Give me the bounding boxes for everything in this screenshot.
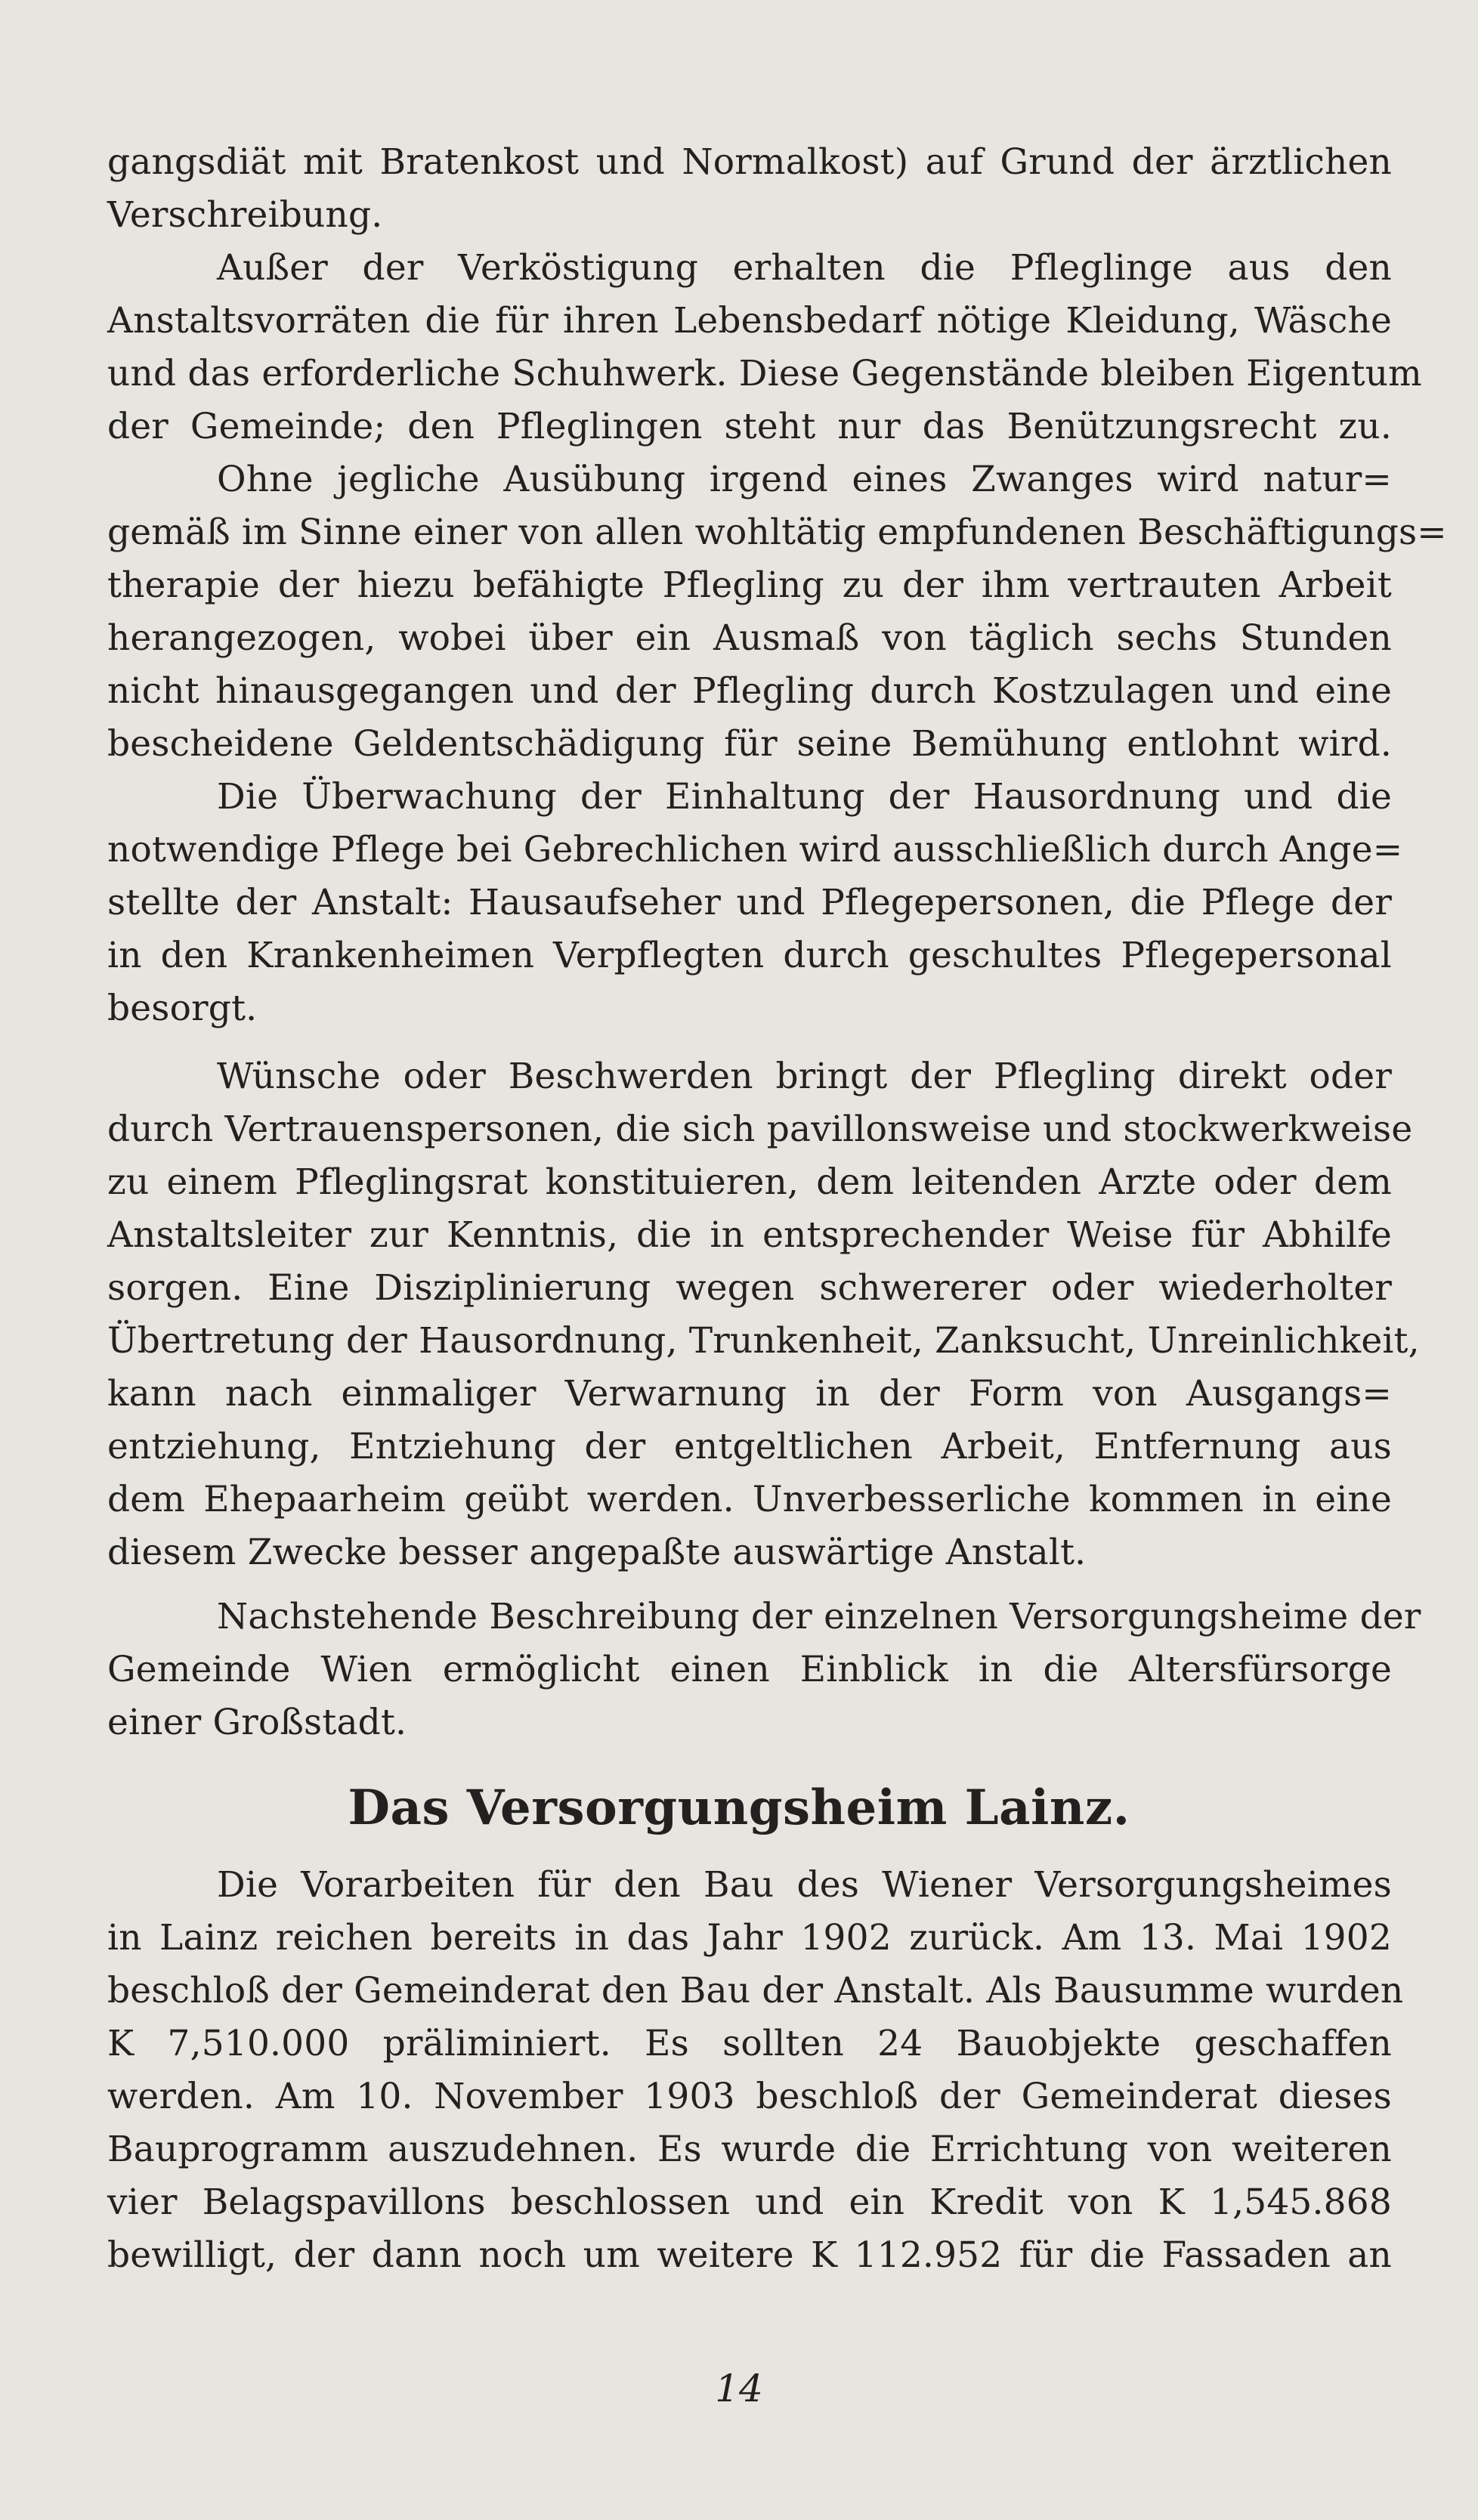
text-line: notwendige Pflege bei Gebrechlichen wird ausschließlich durch Ange= (107, 829, 1403, 870)
text-line: besorgt. (107, 988, 258, 1029)
text-line: in den Krankenheimen Verpflegten durch geschultes Pflegepersonal (107, 935, 1392, 976)
paragraph-first-line: Nachstehende Beschreibung der einzelnen Versorgungsheime der (217, 1596, 1421, 1637)
text-line: vier Belagspavillons beschlossen und ein Kredit von K 1,545.868 (107, 2181, 1392, 2223)
text-line: dem Ehepaarheim geübt werden. Unverbesserliche kommen in eine (107, 1479, 1392, 1520)
text-line: stellte der Anstalt: Hausaufseher und Pflegepersonen, die Pflege der (107, 882, 1392, 923)
text-line: sorgen. Eine Disziplinierung wegen schwererer oder wiederholter (107, 1267, 1392, 1309)
paragraph-first-line: Die Überwachung der Einhaltung der Hausordnung und die (217, 776, 1392, 818)
paragraph-first-line: Die Vorarbeiten für den Bau des Wiener Versorgungsheimes (217, 1864, 1392, 1906)
text-line: zu einem Pfleglingsrat konstituieren, dem leitenden Arzte oder dem (107, 1161, 1392, 1203)
text-line: in Lainz reichen bereits in das Jahr 1902 zurück. Am 13. Mai 1902 (107, 1917, 1392, 1959)
text-line: therapie der hiezu befähigte Pflegling zu der ihm vertrauten Arbeit (107, 564, 1392, 606)
page-number: 14 (715, 2367, 763, 2410)
text-line: Gemeinde Wien ermöglicht einen Einblick in die Altersfürsorge (107, 1649, 1392, 1690)
section-heading: Das Versorgungsheim Lainz. (348, 1779, 1130, 1836)
text-line: Anstaltsleiter zur Kenntnis, die in entsprechender Weise für Abhilfe (107, 1214, 1392, 1256)
text-line: bescheidene Geldentschädigung für seine Bemühung entlohnt wird. (107, 723, 1392, 765)
text-line: nicht hinausgegangen und der Pflegling durch Kostzulagen und eine (107, 670, 1392, 712)
text-line: entziehung, Entziehung der entgeltlichen Arbeit, Entfernung aus (107, 1426, 1392, 1467)
text-line: durch Vertrauenspersonen, die sich pavillonsweise und stockwerkweise (107, 1108, 1413, 1150)
text-line: Bauprogramm auszudehnen. Es wurde die Errichtung von weiteren (107, 2129, 1392, 2170)
text-line: beschloß der Gemeinderat den Bau der Anstalt. Als Bausumme wurden (107, 1970, 1404, 2011)
text-line: gemäß im Sinne einer von allen wohltätig empfundenen Beschäftigungs= (107, 512, 1447, 553)
text-line: herangezogen, wobei über ein Ausmaß von täglich sechs Stunden (107, 617, 1392, 659)
text-line: werden. Am 10. November 1903 beschloß der Gemeinderat dieses (107, 2076, 1392, 2117)
text-line: Anstaltsvorräten die für ihren Lebensbedarf nötige Kleidung, Wäsche (107, 300, 1392, 342)
text-line: gangsdiät mit Bratenkost und Normalkost) auf Grund der ärztlichen (107, 141, 1392, 183)
text-line: diesem Zwecke besser angepaßte auswärtige Anstalt. (107, 1532, 1087, 1573)
paragraph-first-line: Ohne jegliche Ausübung irgend eines Zwanges wird natur= (217, 459, 1392, 500)
text-line: K 7,510.000 präliminiert. Es sollten 24 Bauobjekte geschaffen (107, 2023, 1392, 2064)
text-line: der Gemeinde; den Pfleglingen steht nur das Benützungsrecht zu. (107, 406, 1392, 447)
text-line: und das erforderliche Schuhwerk. Diese Gegenstände bleiben Eigentum (107, 353, 1422, 394)
text-line: einer Großstadt. (107, 1702, 407, 1743)
text-line: Übertretung der Hausordnung, Trunkenheit, Zanksucht, Unreinlichkeit, (107, 1320, 1420, 1362)
paragraph-first-line: Wünsche oder Beschwerden bringt der Pflegling direkt oder (217, 1056, 1392, 1097)
paragraph-first-line: Außer der Verköstigung erhalten die Pfleglinge aus den (217, 247, 1392, 289)
text-line: Verschreibung. (107, 194, 383, 236)
text-line: bewilligt, der dann noch um weitere K 112.952 für die Fassaden an (107, 2234, 1392, 2276)
text-line: kann nach einmaliger Verwarnung in der Form von Ausgangs= (107, 1373, 1392, 1415)
